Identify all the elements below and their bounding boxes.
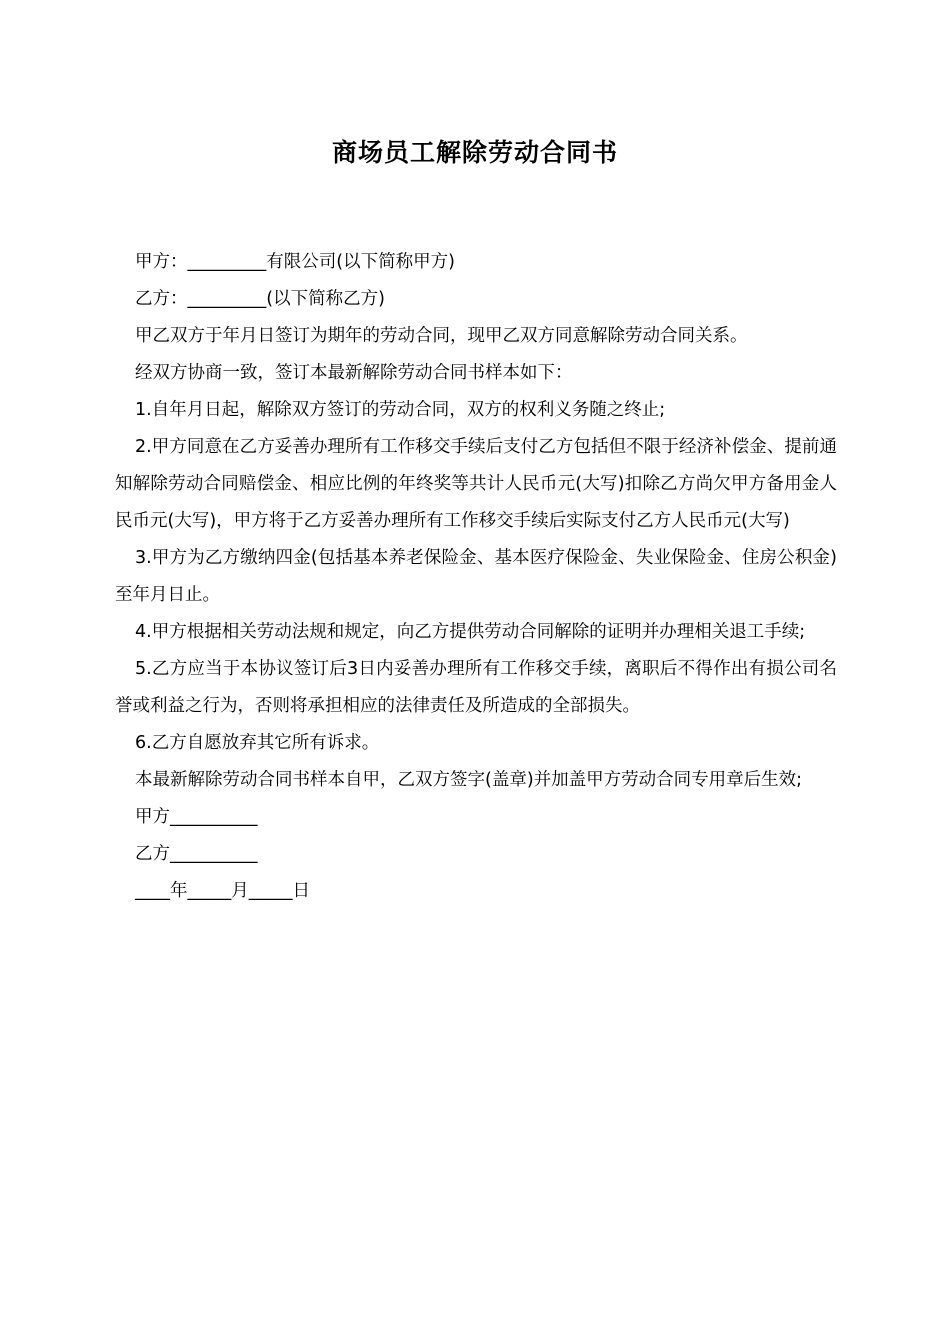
- document-title: 商场员工解除劳动合同书: [331, 138, 618, 167]
- party-a-signature: 甲方__________: [135, 807, 258, 827]
- intro-paragraph: 甲乙双方于年月日签订为期年的劳动合同，现甲乙双方同意解除劳动合同关系。: [135, 326, 748, 346]
- signature-date: ____年_____月_____日: [135, 881, 310, 901]
- clause-4: 4.甲方根据相关劳动法规和规定，向乙方提供劳动合同解除的证明并办理相关退工手续;: [135, 622, 806, 642]
- clause-6: 6.乙方自愿放弃其它所有诉求。: [135, 733, 380, 753]
- party-b-line: 乙方：_________(以下简称乙方): [135, 289, 385, 309]
- clause-5: 5.乙方应当于本协议签订后3日内妥善办理所有工作移交手续，离职后不得作出有损公司名誉或利益之行为，否则将承担相应的法律责任及所造成的全部损失。: [115, 659, 837, 716]
- party-b-signature: 乙方__________: [135, 844, 258, 864]
- party-a-line: 甲方：_________有限公司(以下简称甲方): [135, 252, 455, 272]
- effective-paragraph: 本最新解除劳动合同书样本自甲，乙双方签字(盖章)并加盖甲方劳动合同专用章后生效;: [135, 770, 803, 790]
- agreement-paragraph: 经双方协商一致，签订本最新解除劳动合同书样本如下：: [135, 363, 573, 383]
- clause-2: 2.甲方同意在乙方妥善办理所有工作移交手续后支付乙方包括但不限于经济补偿金、提前通知解除劳动合同赔偿金、相应比例的年终奖等共计人民币元(大写)扣除乙方尚欠甲方备用金人民币元(大写)，甲方将于乙方妥善办理所有工作移交手续后实际支付乙方人民币元(大写): [115, 437, 837, 531]
- clause-1: 1.自年月日起，解除双方签订的劳动合同，双方的权利义务随之终止;: [135, 400, 666, 420]
- clause-3: 3.甲方为乙方缴纳四金(包括基本养老保险金、基本医疗保险金、失业保险金、住房公积金)至年月日止。: [115, 548, 837, 605]
- document-body: [115, 244, 837, 910]
